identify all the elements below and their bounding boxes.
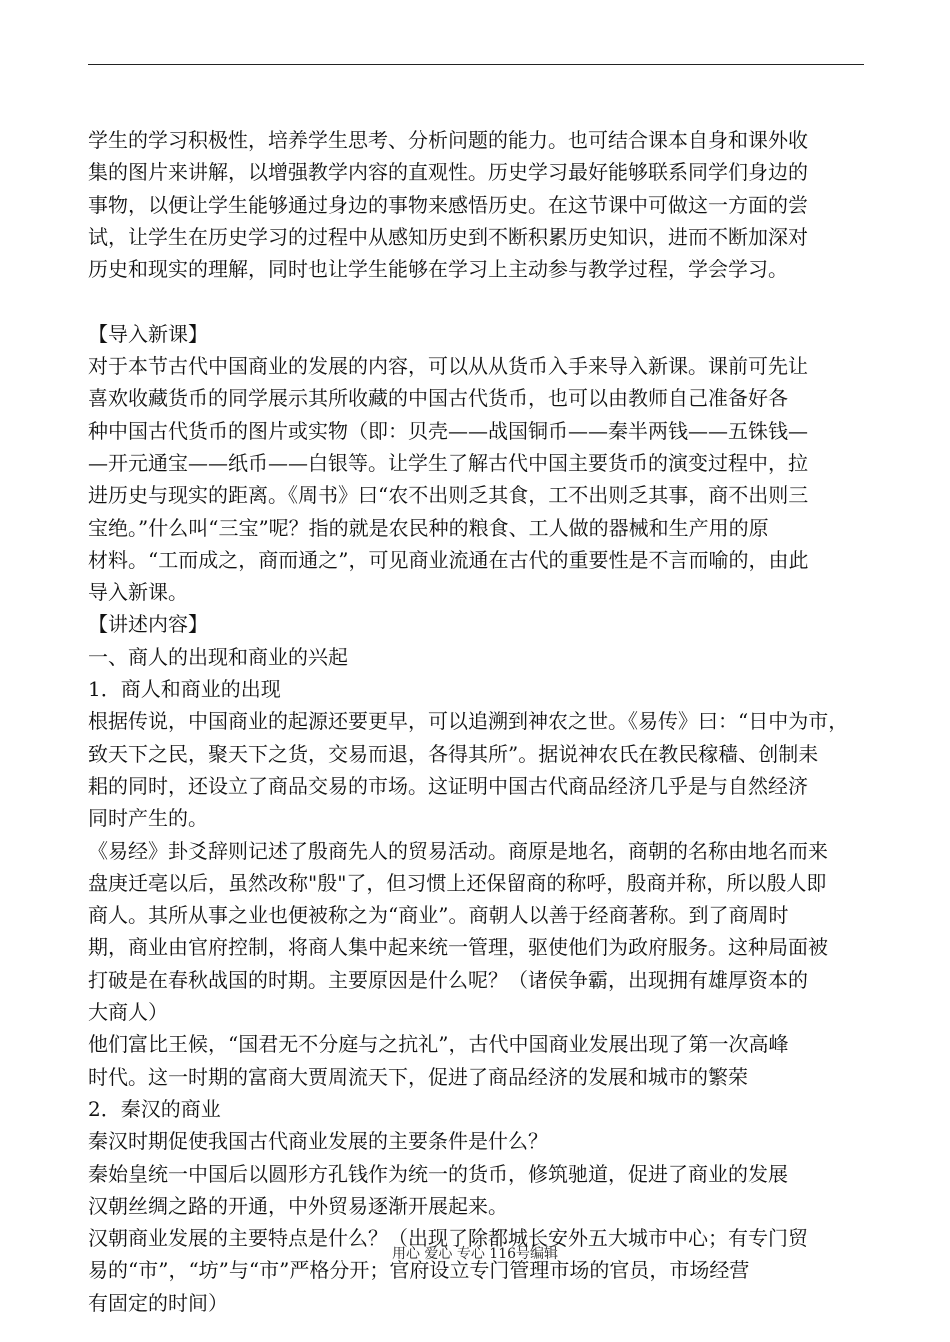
section-heading: 【导入新课】 (88, 321, 208, 346)
text-line: 宝绝。”什么叫“三宝”呢？指的就是农民种的粮食、工人做的器械和生产用的原 (88, 515, 769, 540)
text-line: 商人。其所从事之业也便被称之为“商业”。商朝人以善于经商著称。到了商周时 (88, 903, 789, 928)
text-line: 他们富比王候，“国君无不分庭与之抗礼”，古代中国商业发展出现了第一次高峰 (88, 1032, 789, 1057)
text-line: 对于本节古代中国商业的发展的内容，可以从从货币入手来导入新课。课前可先让 (88, 354, 808, 379)
text-line: 学生的学习积极性，培养学生思考、分析问题的能力。也可结合课本自身和课外收 (88, 128, 808, 152)
text-line: 汉朝丝绸之路的开通，中外贸易逐渐开展起来。 (88, 1193, 508, 1218)
text-line: 《易经》卦爻辞则记述了殷商先人的贸易活动。商原是地名，商朝的名称由地名而来 (88, 838, 828, 863)
text-line: 耜的同时，还设立了商品交易的市场。这证明中国古代商品经济几乎是与自然经济 (88, 773, 808, 798)
page-footer: 用心 爱心 专心 116号编辑 (391, 1246, 559, 1262)
text-line: 致天下之民，聚天下之货，交易而退，各得其所”。据说神农氏在教民稼穑、创制耒 (88, 741, 819, 766)
text-line: 试，让学生在历史学习的过程中从感知历史到不断积累历史知识，进而不断加深对 (88, 224, 808, 249)
section-heading: 【讲述内容】 (88, 612, 208, 637)
text-line: 有固定的时间） (88, 1290, 228, 1315)
section-introduction (88, 318, 878, 609)
text-line: 根据传说，中国商业的起源还要更早，可以追溯到神农之世。《易传》曰：“日中为市， (88, 709, 849, 734)
text-line: 事物，以便让学生能够通过身边的事物来感悟历史。在这节课中可做这一方面的尝 (88, 192, 808, 217)
text-line: 秦汉时期促使我国古代商业发展的主要条件是什么？ (88, 1129, 548, 1154)
text-line: 同时产生的。 (88, 806, 208, 831)
paragraph-han-features (88, 1222, 878, 1319)
paragraph-first-peak (88, 1028, 878, 1093)
text-line: 汉朝商业发展的主要特点是什么？（出现了除都城长安外五大城市中心；有专门贸 (88, 1226, 808, 1251)
text-line: 集的图片来讲解，以增强教学内容的直观性。历史学习最好能够联系同学们身边的 (88, 160, 808, 185)
subsection-heading: 1．商人和商业的出现 (88, 677, 281, 702)
text-line: 盘庚迁亳以后，虽然改称"殷"了，但习惯上还保留商的称呼，殷商并称，所以殷人即 (88, 870, 827, 895)
subsection-heading: 2．秦汉的商业 (88, 1096, 221, 1121)
subsection-heading: 一、商人的出现和商业的兴起 (88, 644, 348, 669)
text-line: 易的“市”，“坊”与“市”严格分开；官府设立专门管理市场的官员，市场经营 (88, 1258, 750, 1283)
text-line: 进历史与现实的距离。《周书》曰“农不出则乏其食，工不出则乏其事，商不出则三 (88, 483, 809, 508)
paragraph-teaching-advice (88, 124, 878, 285)
text-line: 导入新课。 (88, 580, 188, 605)
text-line: 历史和现实的理解，同时也让学生能够在学习上主动参与教学过程，学会学习。 (88, 257, 788, 282)
text-line: —开元通宝——纸币——白银等。让学生了解古代中国主要货币的演变过程中，拉 (88, 450, 808, 475)
text-line: 打破是在春秋战国的时期。主要原因是什么呢？（诸侯争霸，出现拥有雄厚资本的 (88, 967, 808, 992)
text-line: 种中国古代货币的图片或实物（即：贝壳——战国铜币——秦半两钱——五铢钱— (88, 418, 808, 443)
section-lecture (88, 608, 878, 705)
text-line: 材料。“工而成之，商而通之”，可见商业流通在古代的重要性是不言而喻的，由此 (88, 547, 809, 572)
paragraph-origin-of-commerce (88, 705, 878, 834)
text-line: 期，商业由官府控制，将商人集中起来统一管理，驱使他们为政府服务。这种局面被 (88, 935, 828, 960)
section-qin-han-commerce (88, 1093, 878, 1222)
text-line: 大商人） (88, 1000, 168, 1025)
header-rule (88, 64, 864, 65)
text-line: 秦始皇统一中国后以圆形方孔钱作为统一的货币，修筑驰道，促进了商业的发展 (88, 1161, 788, 1186)
document-body (88, 124, 878, 1319)
blank-line (88, 285, 878, 317)
paragraph-shang-merchants (88, 835, 878, 1029)
text-line: 喜欢收藏货币的同学展示其所收藏的中国古代货币，也可以由教师自己准备好各 (88, 386, 788, 411)
text-line: 时代。这一时期的富商大贾周流天下，促进了商品经济的发展和城市的繁荣 (88, 1064, 748, 1089)
